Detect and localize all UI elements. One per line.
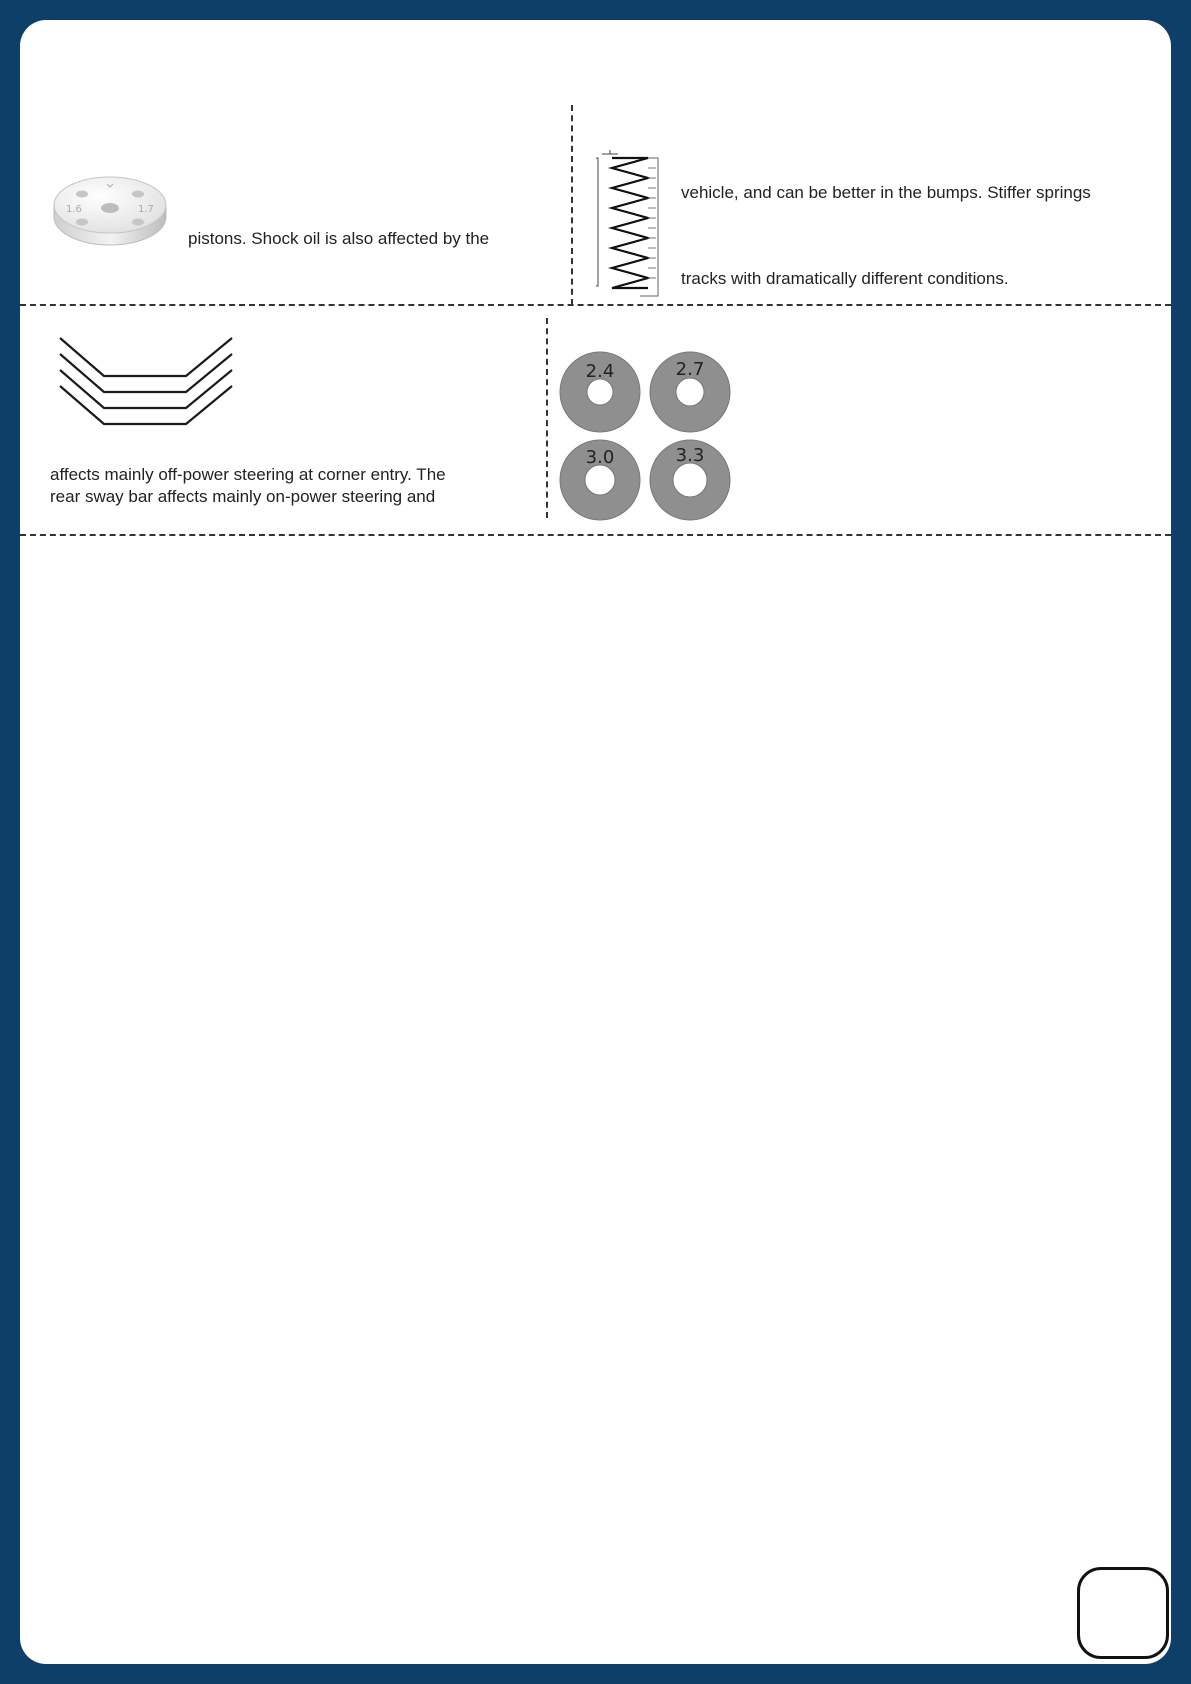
washer-2-4	[560, 352, 640, 432]
sway-bar-text-line-1: affects mainly off-power steering at corner entry. The	[50, 465, 446, 484]
horizontal-divider-2	[20, 534, 1171, 536]
sway-bar-text-line-2: rear sway bar affects mainly on-power steering and	[50, 487, 436, 506]
washer-label: 2.7	[675, 359, 705, 380]
washer-3-0	[560, 440, 640, 520]
shock-piston-image	[50, 160, 170, 255]
washer-label: 3.3	[675, 445, 705, 466]
document-page	[20, 20, 1171, 1664]
horizontal-divider-1	[20, 304, 1171, 306]
spring-diagram	[588, 128, 678, 318]
washer-2-7	[650, 352, 730, 432]
sway-bar-image	[56, 330, 256, 430]
vertical-divider-middle	[546, 318, 548, 518]
washer-3-3	[650, 440, 730, 520]
piston-label-right: 1.7	[138, 204, 154, 215]
washer-label: 2.4	[585, 361, 615, 382]
springs-text-line-1: vehicle, and can be better in the bumps. Stiffer springs	[681, 183, 1091, 202]
washer-grid	[558, 350, 748, 540]
piston-label-left: 1.6	[66, 204, 82, 215]
page-number-badge	[1077, 1567, 1169, 1659]
vertical-divider-top	[571, 105, 573, 305]
shock-text-line: pistons. Shock oil is also affected by the	[188, 229, 490, 248]
springs-text-line-2: tracks with dramatically different conditions.	[681, 269, 1009, 288]
washer-label: 3.0	[585, 447, 615, 468]
